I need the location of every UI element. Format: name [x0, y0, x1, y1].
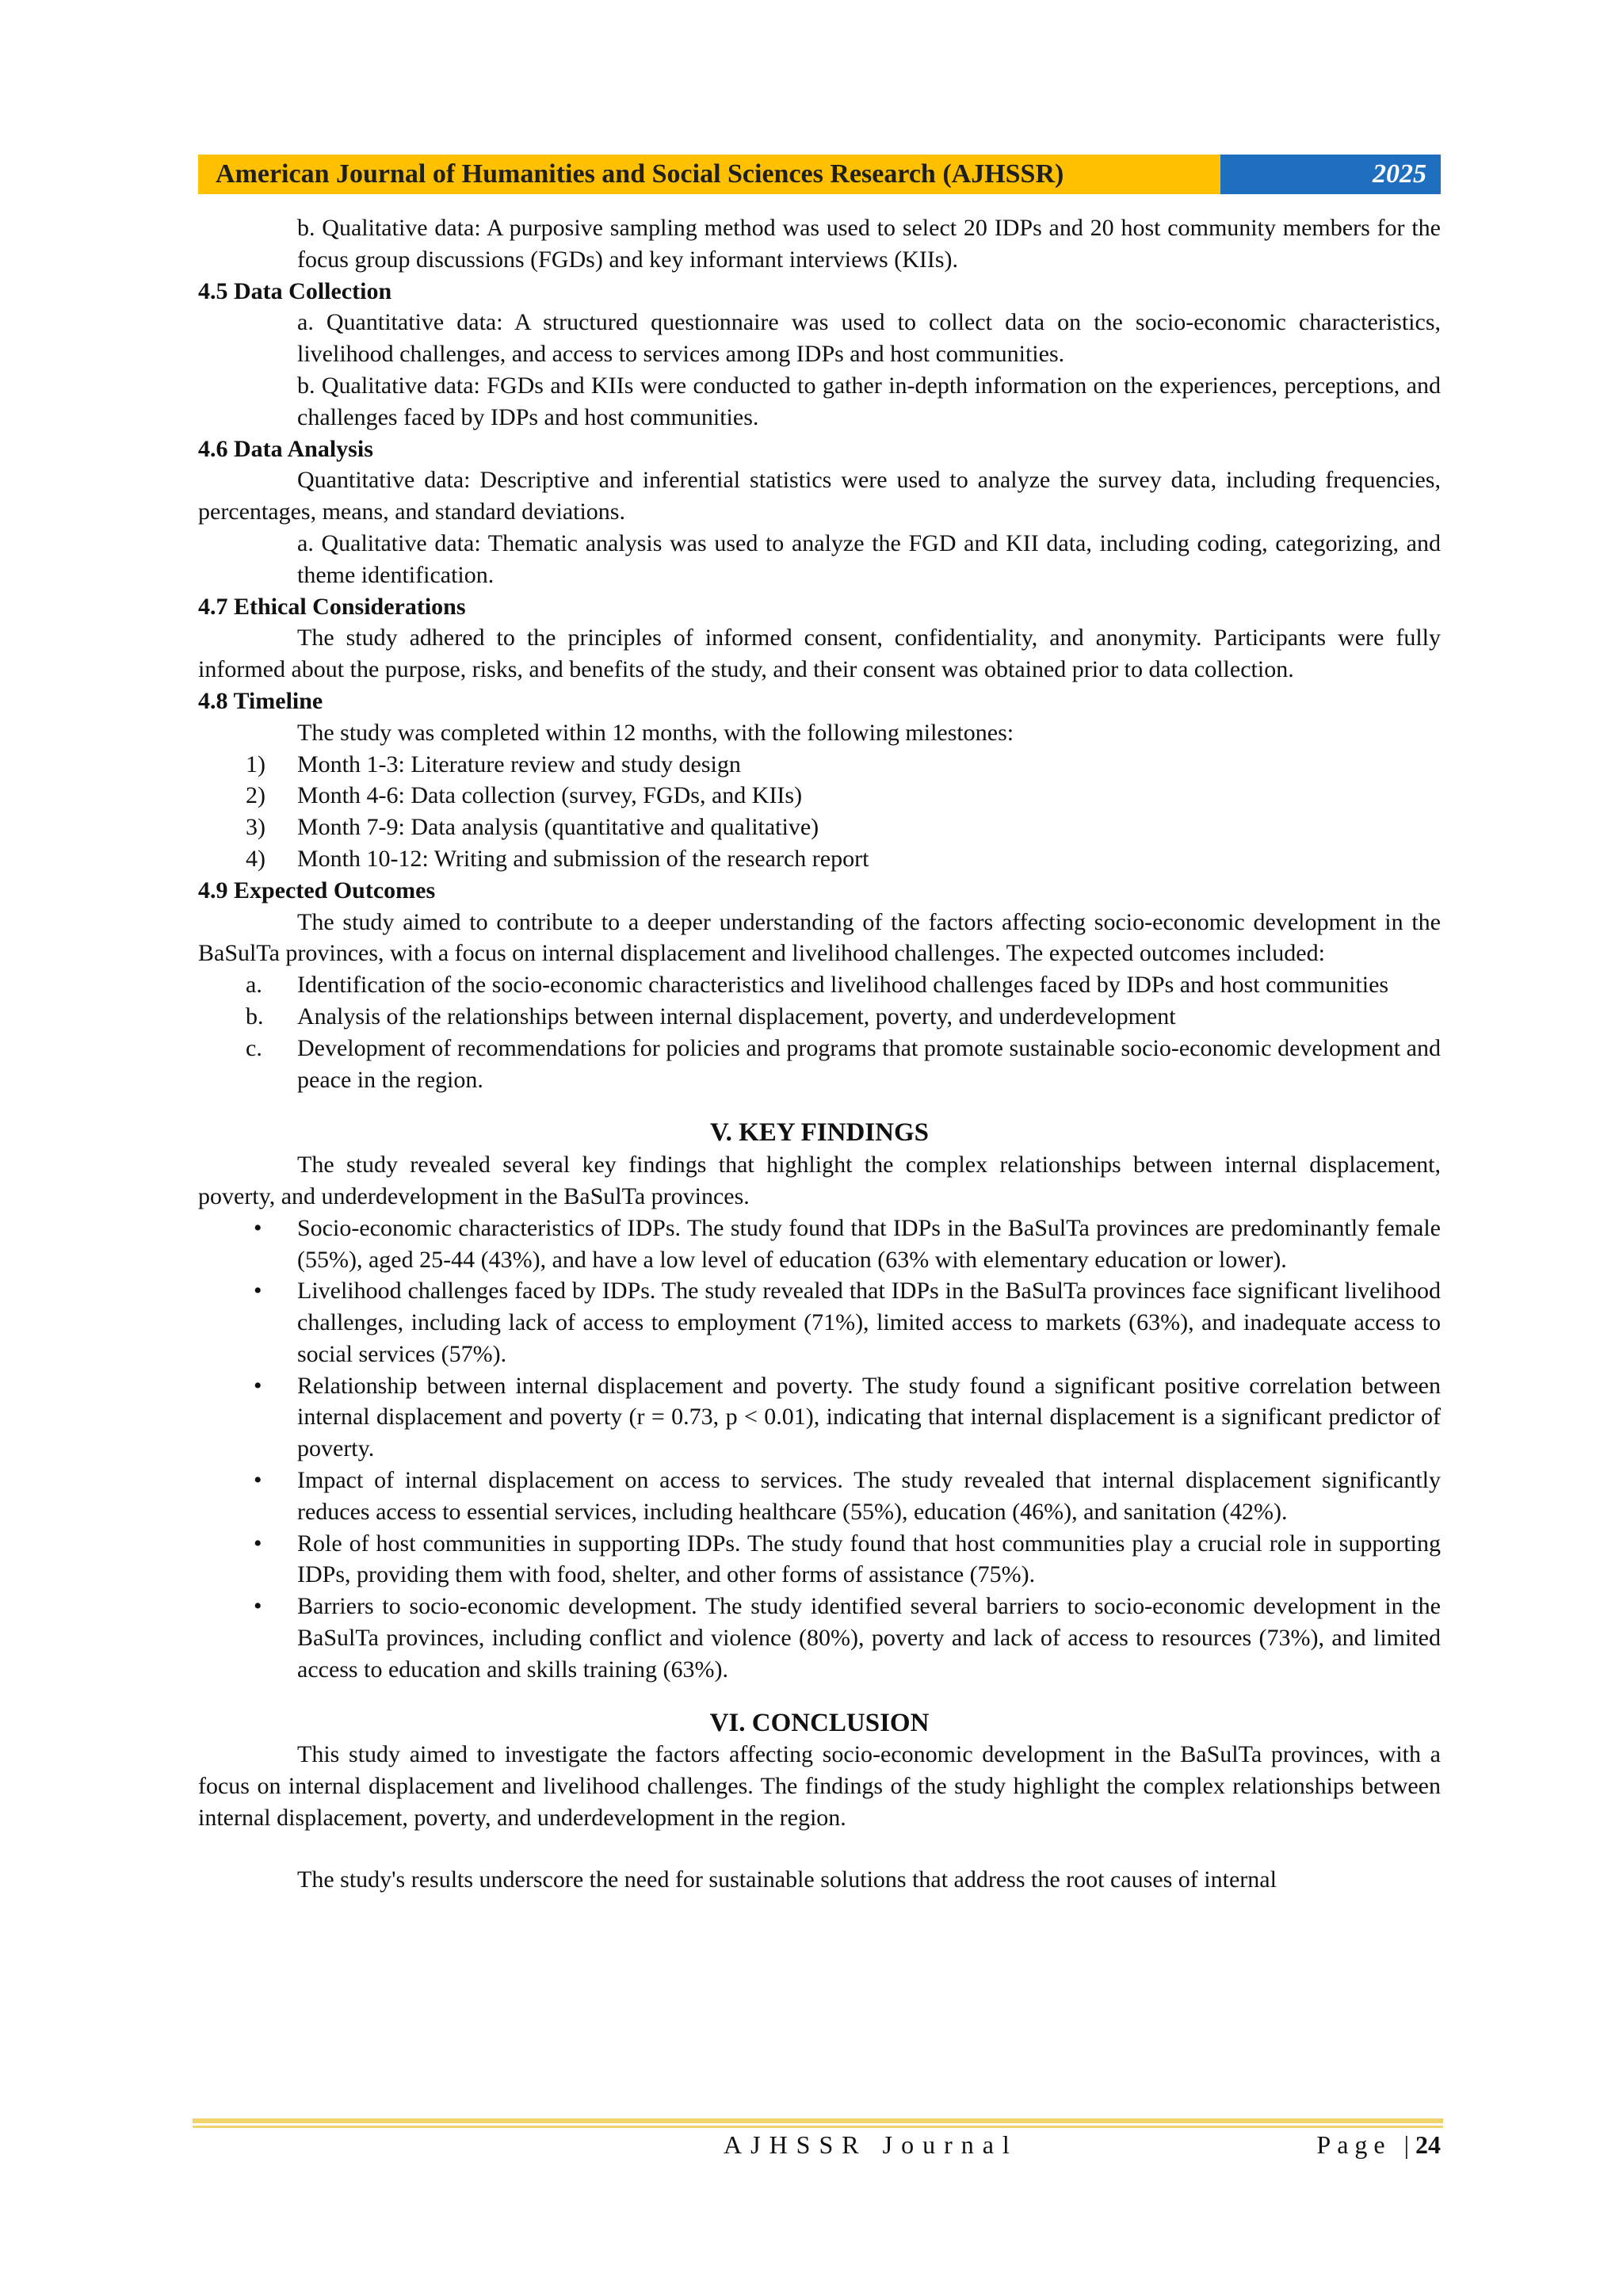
running-header	[198, 155, 1441, 194]
list-item: • Socio-economic characteristics of IDPs. The study found that IDPs in the BaSulTa provinces are predominantly female (55%), aged 25-44 (43%), and have a low level of education (63% with elementary education or lower).	[198, 1213, 1441, 1276]
bullet-icon: •	[254, 1278, 262, 1305]
list-item: b. Analysis of the relationships between internal displacement, poverty, and underdevelopment	[246, 1003, 1176, 1030]
list-item: • Livelihood challenges faced by IDPs. The study revealed that IDPs in the BaSulTa provinces face significant livelihood challenges, including lack of access to employment (71%), limited access to markets (63%), and inadequate access to social services (57%).	[198, 1275, 1441, 1370]
list-item: • Barriers to socio-economic development. The study identified several barriers to socio-economic development in the BaSulTa provinces, including conflict and violence (80%), poverty and lack of access to resources (73%), and limited access to education and skills training (63%).	[198, 1591, 1441, 1685]
article-body	[198, 212, 1441, 1896]
page-label: Page |	[1316, 2130, 1415, 2159]
collection-qualitative-item: b. Qualitative data: FGDs and KIIs were conducted to gather in-depth information on the experiences, perceptions, and challenges faced by IDPs and host communities.	[297, 372, 1441, 430]
page-footer	[198, 2130, 1441, 2166]
footer-rule	[193, 2118, 1443, 2123]
list-item: 4) Month 10-12: Writing and submission of the research report	[246, 845, 869, 872]
list-item: 3) Month 7-9: Data analysis (quantitative and qualitative)	[246, 814, 819, 841]
section-heading-4-8: 4.8 Timeline	[198, 687, 323, 714]
list-item: a. Identification of the socio-economic characteristics and livelihood challenges faced by IDPs and host communities	[246, 972, 1389, 999]
conclusion-paragraph-1: This study aimed to investigate the factors affecting socio-economic development in the BaSulTa provinces, with a focus on internal displacement and livelihood challenges. The findings of the study highlight the complex relationships between internal displacement, poverty, and underdevelopment in the region.	[198, 1741, 1441, 1832]
bullet-icon: •	[254, 1530, 262, 1557]
list-item: • Role of host communities in supporting IDPs. The study found that host communities play a crucial role in supporting IDPs, providing them with food, shelter, and other forms of assistance (75%).	[198, 1528, 1441, 1591]
page-number-value: 24	[1415, 2130, 1441, 2159]
bullet-icon: •	[254, 1593, 262, 1620]
bullet-icon: •	[254, 1372, 262, 1399]
list-item: 2) Month 4-6: Data collection (survey, FGDs, and KIIs)	[246, 782, 803, 809]
journal-title: American Journal of Humanities and Social Sciences Research (AJHSSR)	[198, 155, 1220, 194]
section-heading-4-9: 4.9 Expected Outcomes	[198, 877, 436, 904]
findings-intro: The study revealed several key findings that highlight the complex relationships between internal displacement, poverty, and underdevelopment in the BaSulTa provinces.	[198, 1152, 1441, 1209]
section-heading-key-findings: V. KEY FINDINGS	[710, 1118, 929, 1148]
list-item: c. Development of recommendations for policies and programs that promote sustainable socio-economic development and peace in the region.	[246, 1034, 1441, 1093]
bullet-icon: •	[254, 1214, 262, 1241]
list-item: 1) Month 1-3: Literature review and study design	[246, 751, 741, 777]
section-heading-conclusion: VI. CONCLUSION	[709, 1708, 930, 1737]
page-number	[1316, 2130, 1441, 2160]
collection-quantitative-item: a. Quantitative data: A structured questionnaire was used to collect data on the socio-economic characteristics, livelihood challenges, and access to services among IDPs and host communities.	[297, 309, 1441, 368]
analysis-qualitative-item: a. Qualitative data: Thematic analysis was used to analyze the FGD and KII data, including coding, categorizing, and theme identification.	[297, 529, 1441, 588]
sampling-qualitative-item: b. Qualitative data: A purposive sampling method was used to select 20 IDPs and 20 host community members for the focus group discussions (FGDs) and key informant interviews (KIIs).	[297, 215, 1441, 273]
section-heading-4-5: 4.5 Data Collection	[198, 277, 392, 304]
list-item: • Impact of internal displacement on access to services. The study revealed that internal displacement significantly reduces access to essential services, including healthcare (55%), education (46%), and sanitation (42%).	[198, 1465, 1441, 1528]
footer-journal-name: AJHSSR Journal	[724, 2130, 1018, 2159]
journal-year: 2025	[1220, 155, 1441, 194]
outcomes-intro: The study aimed to contribute to a deeper understanding of the factors affecting socio-economic development in the BaSulTa provinces, with a focus on internal displacement and livelihood challenges. The expected outcomes included:	[198, 908, 1441, 967]
list-item: • Relationship between internal displacement and poverty. The study found a significant positive correlation between internal displacement and poverty (r = 0.73, p < 0.01), indicating that internal displacement is a significant predictor of poverty.	[198, 1370, 1441, 1465]
ethics-paragraph: The study adhered to the principles of informed consent, confidentiality, and anonymity. Participants were fully informed about the purpose, risks, and benefits of the study, and their consent was obtained prior to data collection.	[198, 625, 1441, 683]
conclusion-paragraph-2: The study's results underscore the need for sustainable solutions that address the root causes of internal	[297, 1866, 1277, 1893]
section-heading-4-7: 4.7 Ethical Considerations	[198, 593, 466, 620]
timeline-intro: The study was completed within 12 months, with the following milestones:	[297, 719, 1014, 746]
footer-rule-thin	[193, 2126, 1443, 2128]
section-heading-4-6: 4.6 Data Analysis	[198, 435, 373, 462]
analysis-quantitative-paragraph: Quantitative data: Descriptive and inferential statistics were used to analyze the survey data, including frequencies, percentages, means, and standard deviations.	[198, 467, 1441, 525]
bullet-icon: •	[254, 1467, 262, 1494]
